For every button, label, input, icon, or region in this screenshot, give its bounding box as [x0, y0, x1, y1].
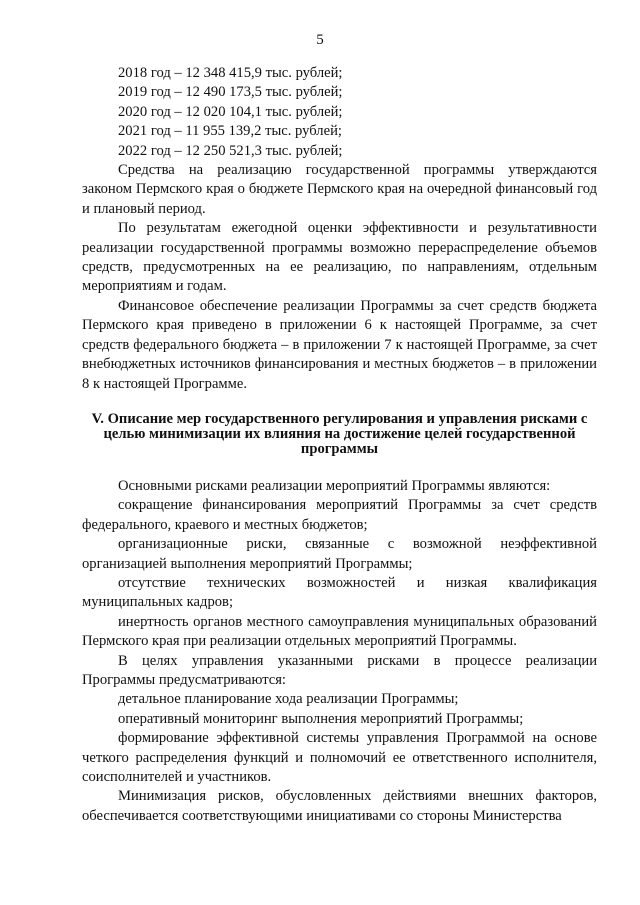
funding-line-2019: 2019 год – 12 490 173,5 тыс. рублей;	[118, 84, 343, 101]
paragraph-risk-organizational: организационные риски, связанные с возможной неэффективной организацией выполнения мероприятий Программы;	[82, 536, 597, 572]
paragraph-main-risks: Основными рисками реализации мероприятий Программы являются:	[118, 477, 551, 494]
paragraph-financial-support: Финансовое обеспечение реализации Программы за счет средств бюджета Пермского края приведено в приложении 6 к настоящей Программе, за счет средств федерального бюджета – в приложении 7 к настоящей Программе, за счет внебюджетных источников финансирования и местных бюджетов – в приложении 8 к настоящей Программе.	[82, 297, 597, 392]
paragraph-redistribution: По результатам ежегодной оценки эффективности и результативности реализации государственной программы возможно перераспределение объемов средств, предусмотренных на ее реализацию, по направлениям, отдельным мероприятиям и годам.	[82, 220, 597, 295]
paragraph-management-system: формирование эффективной системы управления Программой на основе четкого распределения функций и полномочий ее ответственного исполнителя, соисполнителей и участников.	[82, 730, 597, 785]
funding-line-2022: 2022 год – 12 250 521,3 тыс. рублей;	[118, 142, 343, 159]
funding-list	[82, 64, 597, 161]
paragraph-risk-inertness: инертность органов местного самоуправления муниципальных образований Пермского края при реализации отдельных мероприятий Программы.	[82, 613, 597, 650]
paragraph-risk-technical: отсутствие технических возможностей и низкая квалификация муниципальных кадров;	[82, 574, 597, 611]
funding-line-2018: 2018 год – 12 348 415,9 тыс. рублей;	[118, 65, 343, 81]
funding-line-2020: 2020 год – 12 020 104,1 тыс. рублей;	[118, 103, 343, 120]
paragraph-risk-funding-cut: сокращение финансирования мероприятий Программы за счет средств федерального, краевого и местных бюджетов;	[82, 497, 597, 533]
paragraph-budget-approval: Средства на реализацию государственной программы утверждаются законом Пермского края о бюджете Пермского края на очередной финансовый год и плановый период.	[82, 162, 597, 217]
page-number: 5	[316, 32, 324, 48]
paragraph-monitoring: оперативный мониторинг выполнения мероприятий Программы;	[118, 710, 524, 727]
funding-line-2021: 2021 год – 11 955 139,2 тыс. рублей;	[118, 123, 342, 140]
paragraph-risk-management: В целях управления указанными рисками в процессе реализации Программы предусматриваются:	[82, 652, 597, 688]
paragraph-minimization: Минимизация рисков, обусловленных действиями внешних факторов, обеспечивается соответствующими инициативами со стороны Министерства	[82, 788, 597, 824]
paragraph-detailed-planning: детальное планирование хода реализации Программы;	[118, 691, 459, 708]
section-heading: V. Описание мер государственного регулирования и управления рисками с целью минимизации их влияния на достижение целей государственной программы	[91, 410, 588, 457]
document-body	[82, 64, 597, 826]
